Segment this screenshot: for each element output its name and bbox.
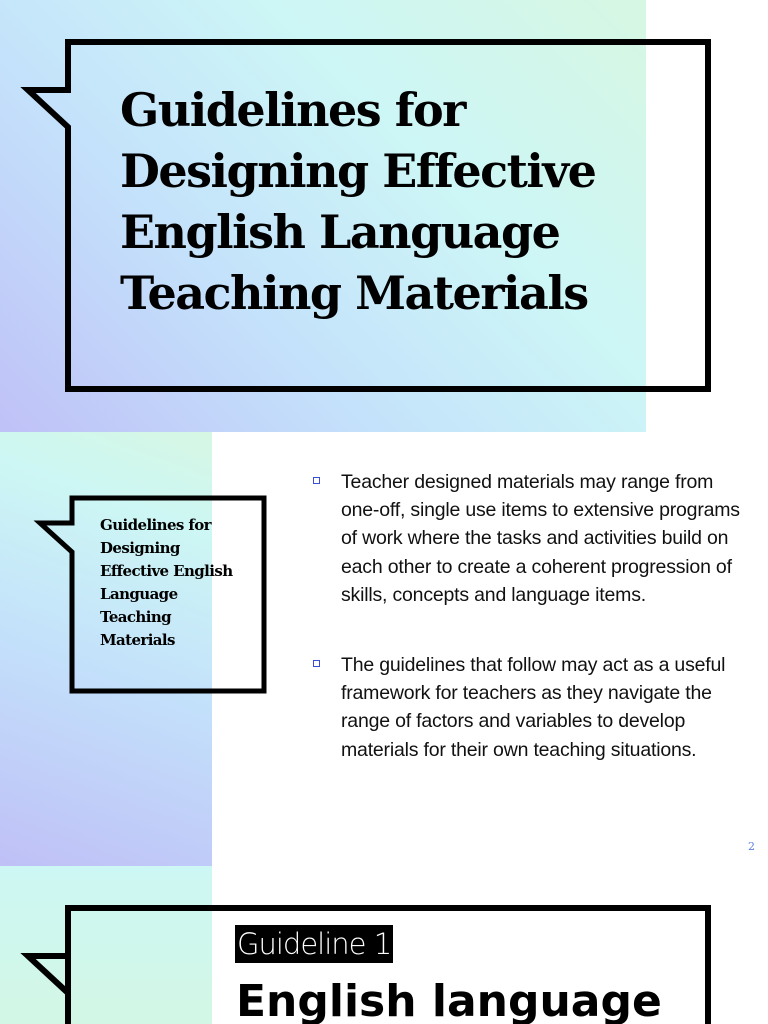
bullet-list <box>312 468 752 806</box>
slide-1 <box>0 0 768 432</box>
bullet-text: The guidelines that follow may act as a useful framework for teachers as they navigate the range of factors and variables to develop materials for their own teaching situations. <box>341 654 726 761</box>
guideline-label: Guideline 1 <box>237 927 392 961</box>
bullet-text: Teacher designed materials may range from one-off, single use items to extensive programs of work where the tasks and activities build on each other to create a coherent progression of skills, concepts and language items. <box>341 471 740 606</box>
slide-2 <box>0 432 768 866</box>
slide-title: Guidelines for Designing Effective English Language Teaching Materials <box>120 83 596 320</box>
list-item <box>312 651 752 764</box>
page-number: 2 <box>748 840 755 853</box>
square-bullet-icon <box>313 660 320 667</box>
guideline-heading: English language <box>236 976 662 1024</box>
slide-3 <box>0 866 768 1024</box>
slide-title: Guidelines for Designing Effective English Language Teaching Materials <box>100 516 233 649</box>
list-item <box>312 468 752 609</box>
square-bullet-icon <box>313 477 320 484</box>
